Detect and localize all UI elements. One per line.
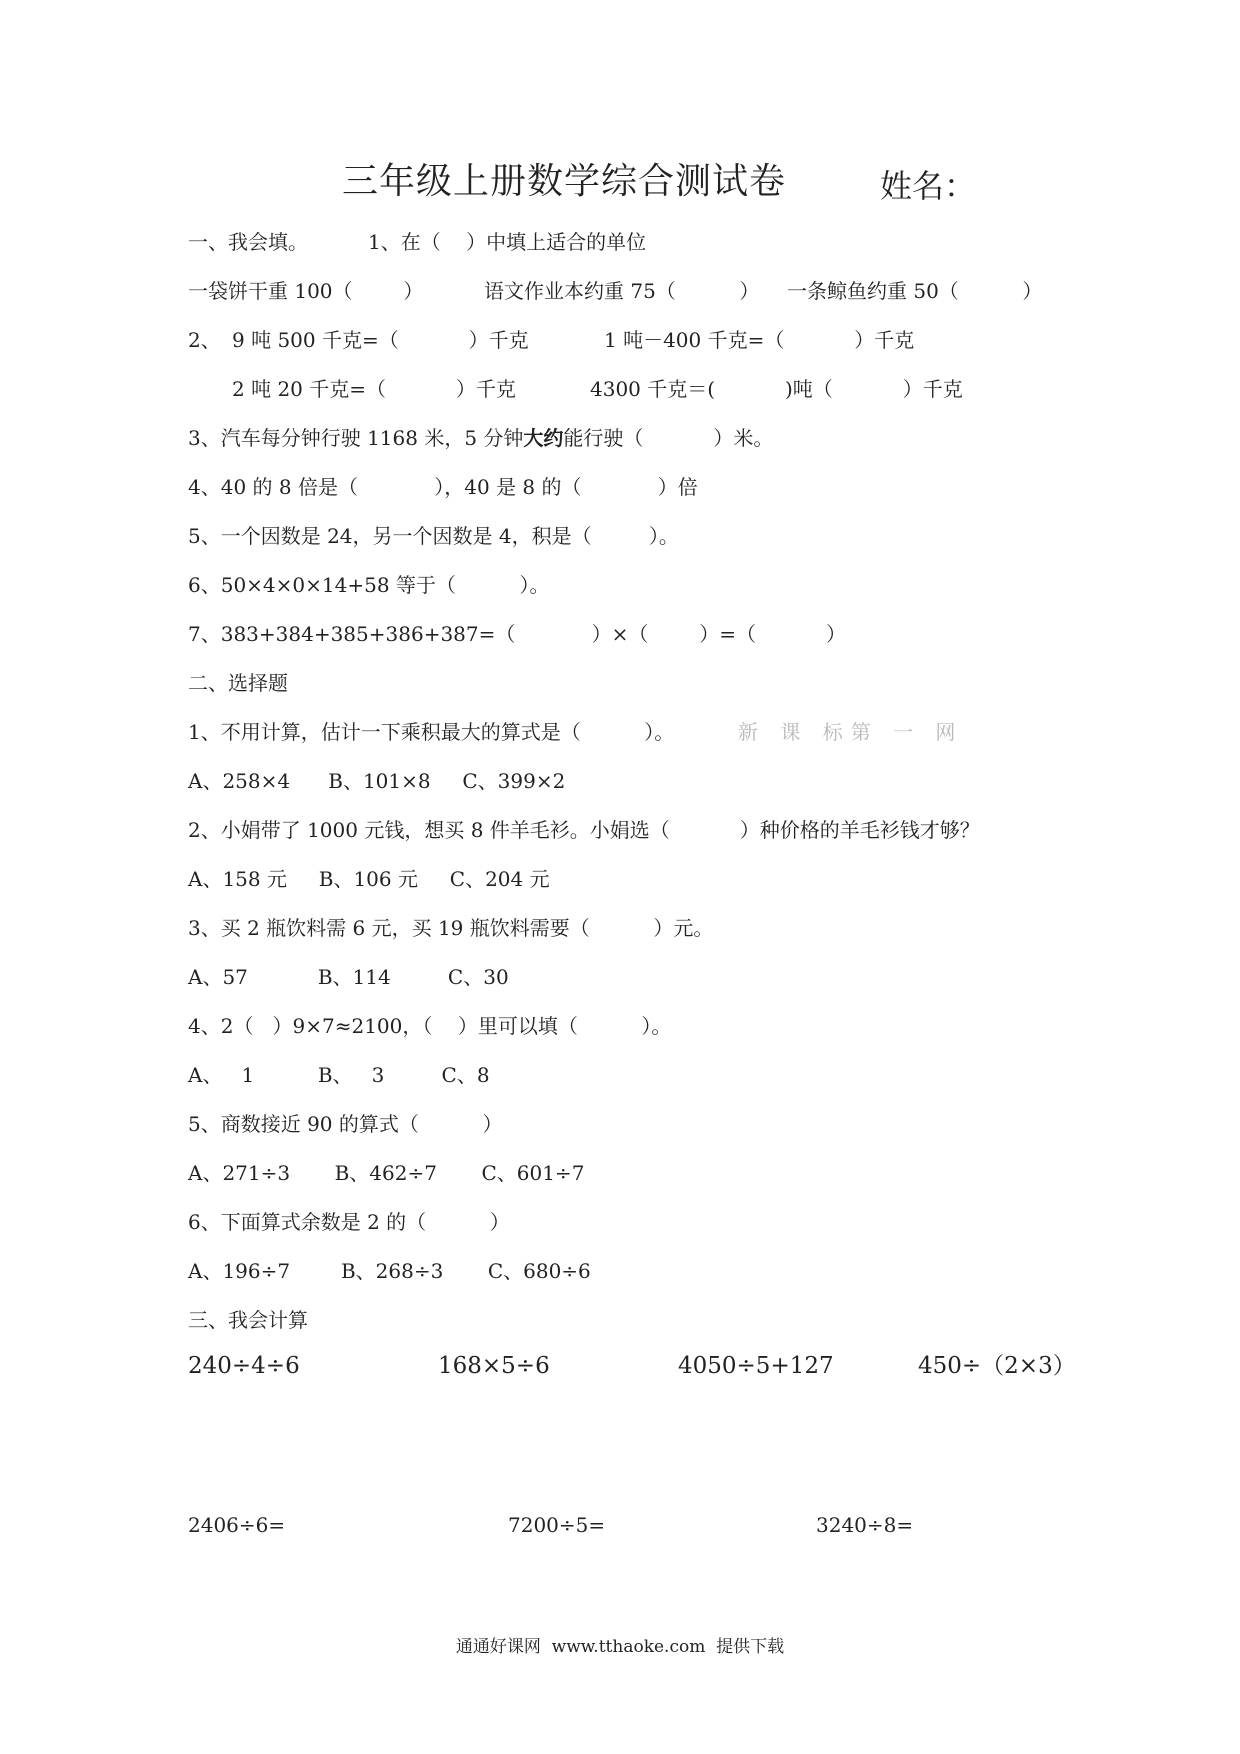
s2-q4: 4、2（ ）9×7≈2100，（ ）里可以填（ ）。	[188, 1014, 672, 1038]
name-label: 姓名：	[880, 167, 977, 205]
section3-heading: 三、我会计算	[188, 1308, 308, 1332]
q4: 4、40 的 8 倍是（ ），40 是 8 的（ ）倍	[188, 475, 698, 499]
calc-item: 168×5÷6	[438, 1353, 550, 1379]
q3	[188, 426, 773, 450]
page-title: 三年级上册数学综合测试卷	[342, 161, 787, 202]
q1-intro: 1、在（ ）中填上适合的单位	[368, 230, 647, 254]
q3-pre: 3、汽车每分钟行驶 1168 米，5 分钟	[188, 426, 524, 450]
calc-item: 2406÷6=	[188, 1513, 286, 1537]
section2-heading: 二、选择题	[188, 671, 288, 695]
q2-b: 1 吨－400 千克=（ ）千克	[604, 328, 915, 352]
calc-item: 3240÷8=	[816, 1513, 914, 1537]
q1-a: 一袋饼干重 100（ ）	[188, 279, 424, 303]
s2-q5-options: A、271÷3 B、462÷7 C、601÷7	[188, 1161, 585, 1185]
calc-item: 7200÷5=	[508, 1513, 606, 1537]
q2-c: 2 吨 20 千克=（ ）千克	[232, 377, 516, 401]
s2-q6-options: A、196÷7 B、268÷3 C、680÷6	[188, 1259, 591, 1283]
q1-b: 语文作业本约重 75（ ）	[484, 279, 760, 303]
s2-q3-options: A、57 B、114 C、30	[188, 965, 509, 989]
q6: 6、50×4×0×14+58 等于（ ）。	[188, 573, 550, 597]
calc-item: 450÷（2×3）	[918, 1353, 1076, 1379]
s2-q1: 1、不用计算，估计一下乘积最大的算式是（ ）。	[188, 720, 675, 744]
q2-prefix: 2、	[188, 328, 221, 352]
s2-q4-options: A、 1 B、 3 C、8	[188, 1063, 490, 1087]
s2-q3: 3、买 2 瓶饮料需 6 元，买 19 瓶饮料需要（ ）元。	[188, 916, 714, 940]
s2-q2: 2、小娟带了 1000 元钱，想买 8 件羊毛衫。小娟选（ ）种价格的羊毛衫钱才够？	[188, 818, 980, 842]
s2-q1-options: A、258×4 B、101×8 C、399×2	[188, 769, 566, 793]
q5: 5、一个因数是 24，另一个因数是 4，积是（ ）。	[188, 524, 679, 548]
s2-q5: 5、商数接近 90 的算式（ ）	[188, 1112, 503, 1136]
q1-c: 一条鲸鱼约重 50（ ）	[787, 279, 1043, 303]
s2-q6: 6、下面算式余数是 2 的（ ）	[188, 1210, 510, 1234]
section1-heading: 一、我会填。	[188, 230, 308, 254]
calc-item: 240÷4÷6	[188, 1353, 300, 1379]
footer-credit: 通通好课网 www.tthaoke.com 提供下载	[455, 1637, 785, 1657]
q3-bold: 大约	[523, 426, 564, 450]
calc-item: 4050÷5+127	[678, 1353, 834, 1379]
q2-a: 9 吨 500 千克=（ ）千克	[232, 328, 529, 352]
s2-q2-options: A、158 元 B、106 元 C、204 元	[188, 867, 550, 891]
q2-d: 4300 千克＝( )吨（ ）千克	[590, 377, 963, 401]
q7: 7、383+384+385+386+387=（ ）×（ ）=（ ）	[188, 622, 846, 646]
watermark: 新 课 标第 一 网	[738, 720, 964, 744]
q3-post: 能行驶（ ）米。	[563, 426, 774, 450]
